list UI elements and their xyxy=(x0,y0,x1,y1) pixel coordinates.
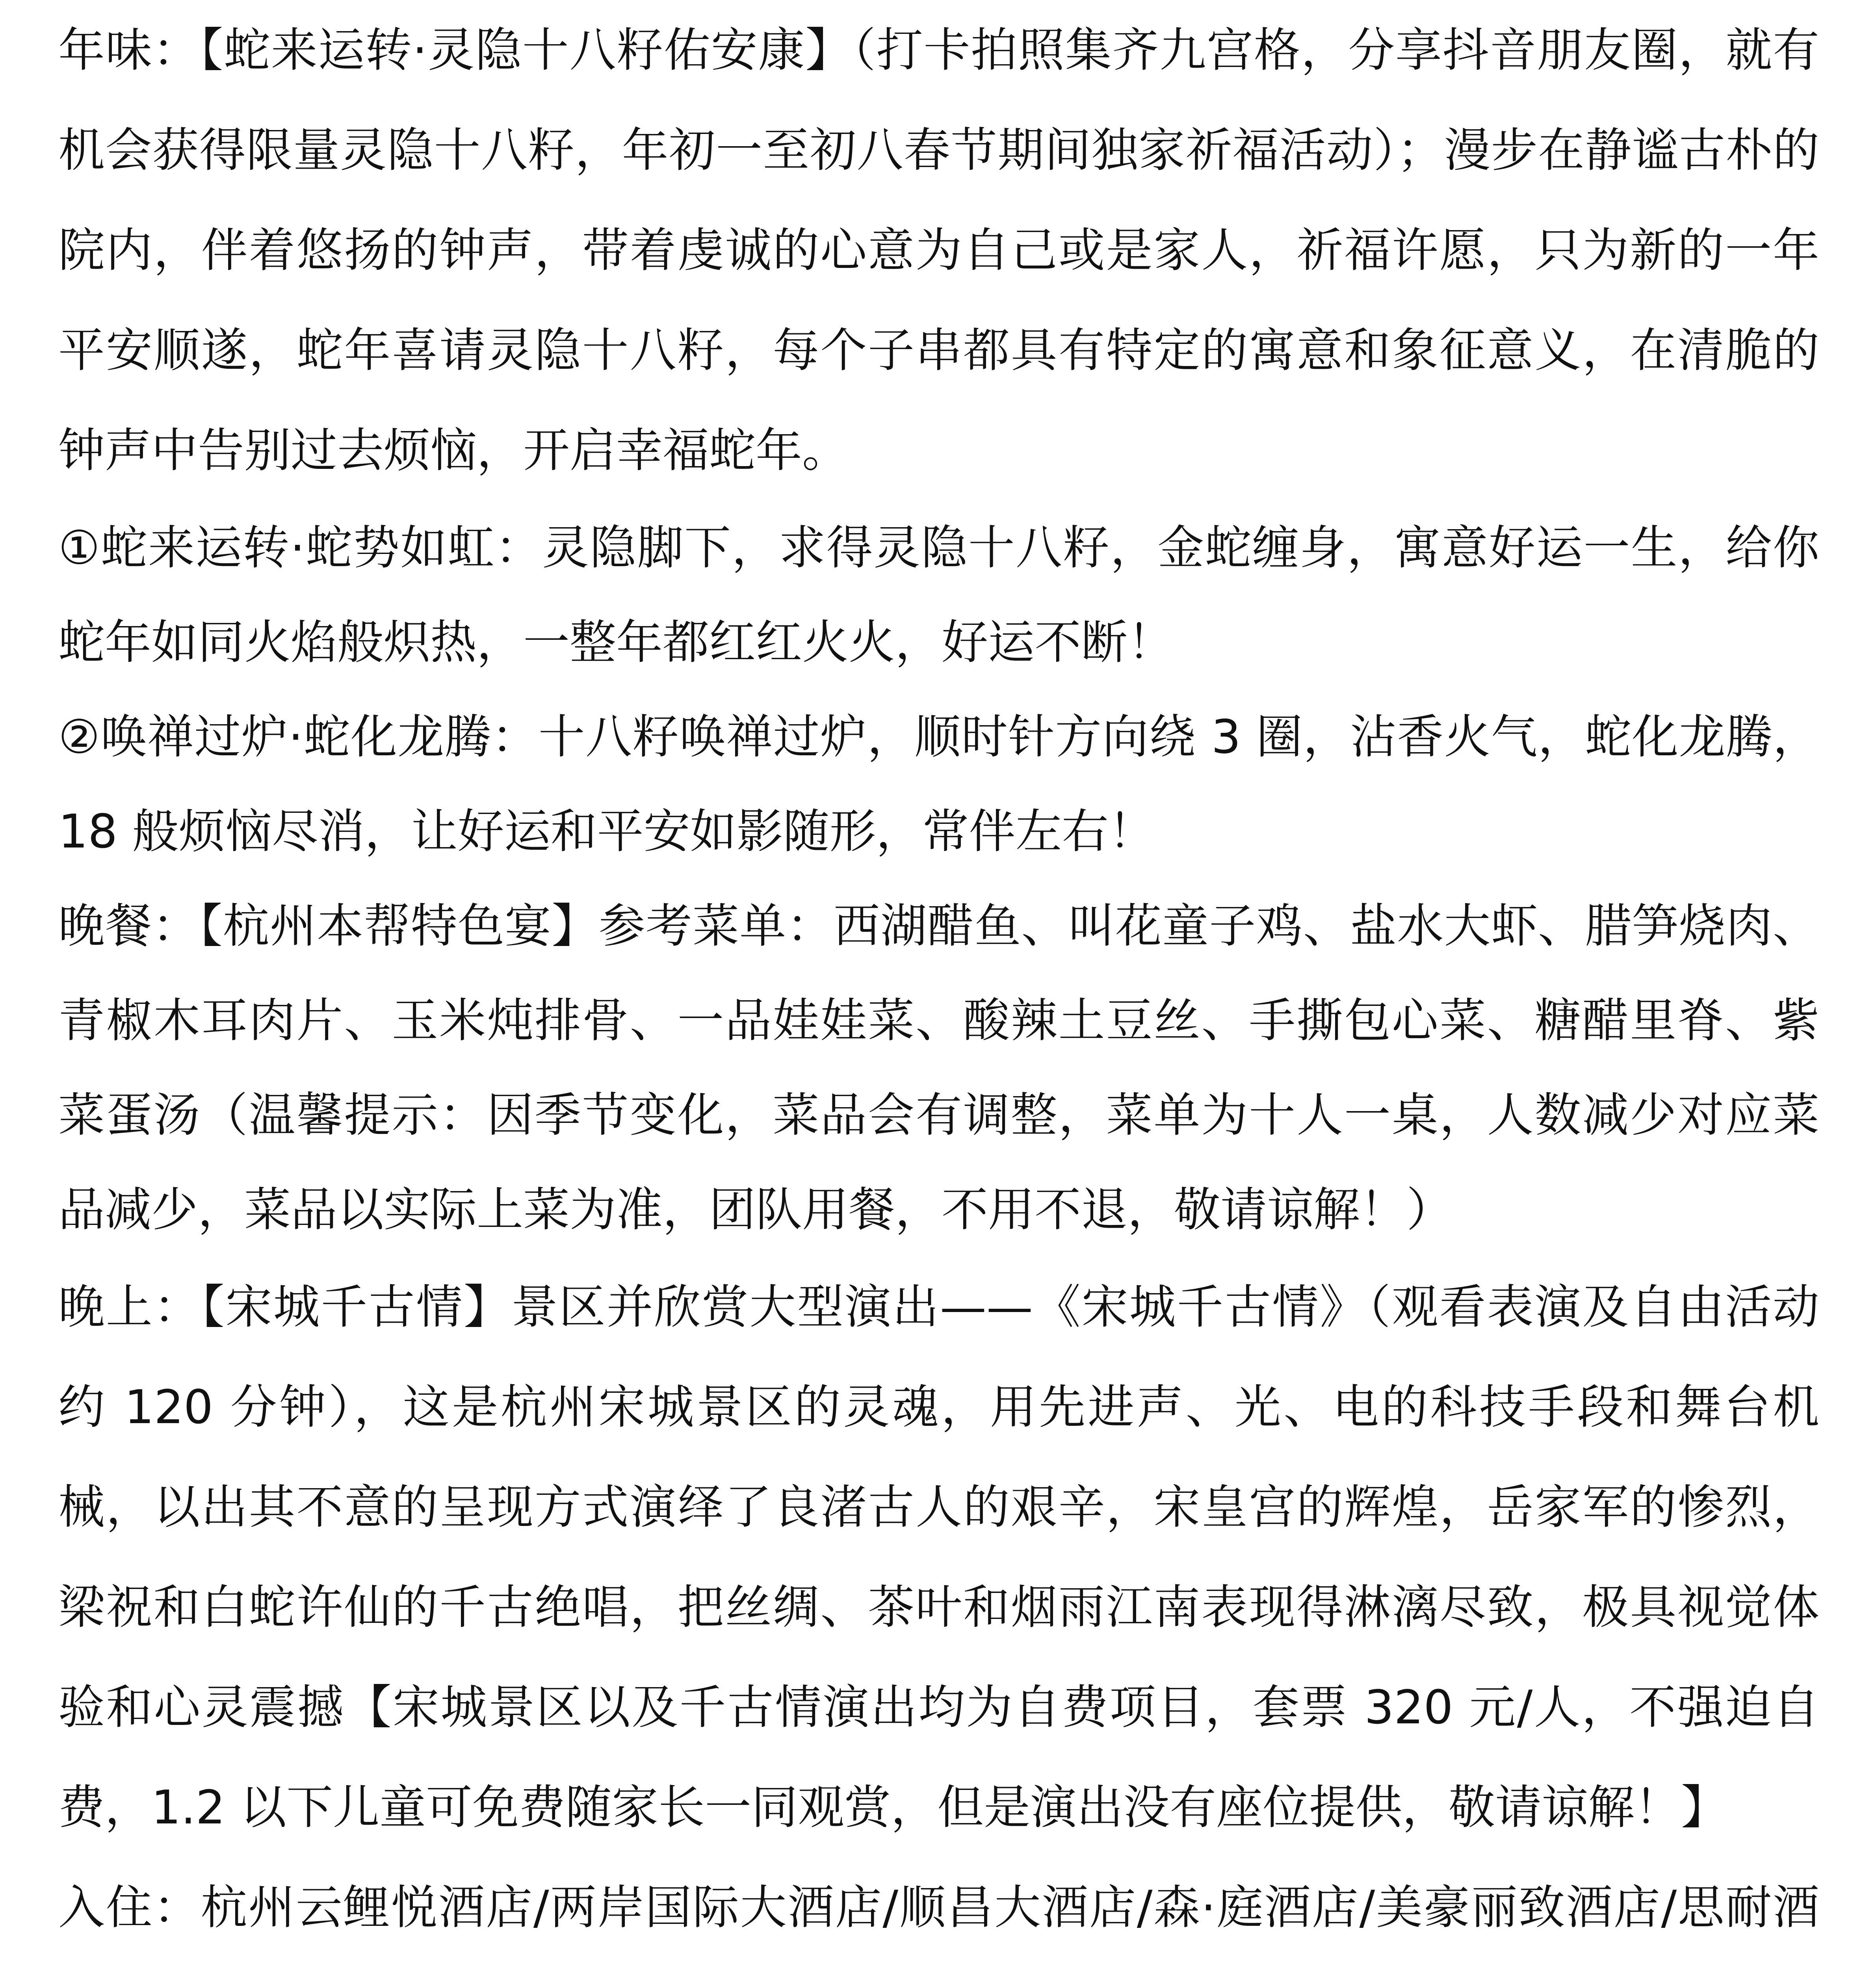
paragraph-item-1: ①蛇来运转·蛇势如虹：灵隐脚下，求得灵隐十八籽，金蛇缠身，寓意好运一生，给你蛇年如同火焰般炽热，一整年都红红火火，好运不断！ xyxy=(58,520,1819,669)
document-page xyxy=(58,0,1819,1970)
paragraph-evening-show: 晚上：【宋城千古情】景区并欣赏大型演出——《宋城千古情》（观看表演及自由活动约 120 分钟），这是杭州宋城景区的灵魂，用先进声、光、电的科技手段和舞台机械，以出其不意的呈现方式演绎了良渚古人的艰辛，宋皇宫的辉煌，岳家军的惨烈，梁祝和白蛇许仙的千古绝唱，把丝绸、茶叶和烟雨江南表现得淋漓尽致，极具视觉体验和心灵震撼【宋城景区以及千古情演出均为自费项目，套票 320 元/人，不强迫自费，1.2 以下儿童可免费随家长一同观赏，但是演出没有座位提供，敬请谅解！】 xyxy=(58,1280,1819,1834)
paragraph-dinner-menu: 晚餐：【杭州本帮特色宴】参考菜单：西湖醋鱼、叫花童子鸡、盐水大虾、腊笋烧肉、青椒木耳肉片、玉米炖排骨、一品娃娃菜、酸辣土豆丝、手撕包心菜、糖醋里脊、紫菜蛋汤（温馨提示：因季节变化，菜品会有调整，菜单为十人一桌，人数减少对应菜品减少，菜品以实际上菜为准，团队用餐，不用不退，敬请谅解！） xyxy=(58,899,1819,1237)
paragraph-new-year-activity: 年味：【蛇来运转·灵隐十八籽佑安康】（打卡拍照集齐九宫格，分享抖音朋友圈，就有机会获得限量灵隐十八籽，年初一至初八春节期间独家祈福活动）；漫步在静谧古朴的院内，伴着悠扬的钟声，带着虔诚的心意为自己或是家人，祈福许愿，只为新的一年平安顺遂，蛇年喜请灵隐十八籽，每个子串都具有特定的寓意和象征意义，在清脆的钟声中告别过去烦恼，开启幸福蛇年。 xyxy=(58,23,1819,478)
paragraph-accommodation: 入住：杭州云鲤悦酒店/两岸国际大酒店/顺昌大酒店/森·庭酒店/美豪丽致酒店/思耐酒 xyxy=(58,1880,1819,1935)
paragraph-item-2: ②唤禅过炉·蛇化龙腾：十八籽唤禅过炉，顺时针方向绕 3 圈，沾香火气，蛇化龙腾，18 般烦恼尽消，让好运和平安如影随形，常伴左右！ xyxy=(58,710,1819,859)
